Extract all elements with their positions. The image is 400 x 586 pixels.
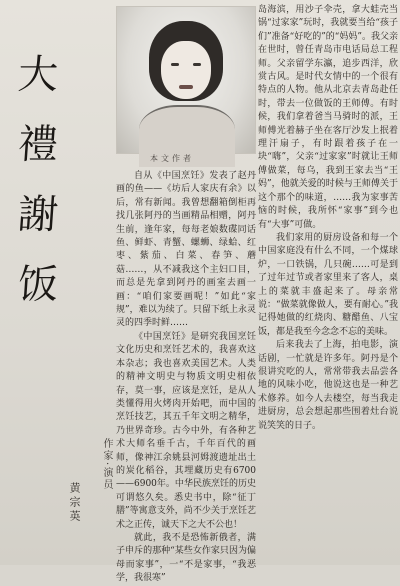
author-name: 黄宗英 xyxy=(68,482,81,524)
paragraph: 就此，我不是恐怖新俄者，满子申斥的那种“某些女作家只因为偏母而家事”，一“不是家事，“我恶学，我很寒” xyxy=(116,532,256,584)
text-column-right xyxy=(258,4,398,560)
author-role: 作家·演员 xyxy=(101,438,112,492)
text-column-middle xyxy=(116,170,256,584)
paragraph: 我们家用的厨房设备和每一个中国家庭没有什么不同，一个煤球炉，一口铁锅，几只碗……可是到了过年过节或者家里来了客人，桌上的菜就丰盛起来了。母亲常说：“做菜就像做人，要有耐心。”我记得她做的红烧肉、糖醋鱼、八宝饭，都是我至今念念不忘的美味。 xyxy=(258,232,398,337)
title-char: 謝 xyxy=(15,192,60,238)
author-photo xyxy=(116,6,256,154)
title-char: 禮 xyxy=(15,122,60,168)
article-title xyxy=(10,40,65,320)
title-char: 大 xyxy=(15,52,60,98)
photo-caption: 本文作者 xyxy=(150,154,194,163)
paragraph: 自从《中国烹饪》发表了赵丹画的鱼——《坊后人家庆有余》以后，常有新闻。我曾想翻箱倒柜再找几张阿丹的当画精品相赠，阿丹生前，逢年家，每每老娘数碟同话鱼、鲜虾、青蟹、螺蛳、绿蛤、红枣、紫茄、白菜、春笋、蘑菇……，从不减我这个主妇口目，而总是先拿到阿丹的画室去画一画：“咱们家要画呢！”如此“家规”，难以为续了。只留下纸上永灵灵的四季时鲜…… xyxy=(116,171,256,329)
title-char: 饭 xyxy=(15,262,60,308)
paragraph: 后来我去了上海，拍电影，演话剧，一忙就是许多年。阿丹是个很讲究吃的人，常常带我去品尝各地的风味小吃，他说这也是一种艺术修养。如今人去楼空，每当我走进厨房，总会想起那些围着灶台说说笑笑的日子。 xyxy=(258,340,398,431)
paragraph: 《中国烹饪》是研究我国烹饪文化历史和烹饪艺术的，我喜欢这本杂志；我也喜欢美国艺术。人类的精神文明史与物质文明史相依存，莫一事，应该是烹饪，是从人类懂得用火烤肉开始吧，而中国的烹饪技艺，其五千年文明之精华，乃世界奇珍。古今中外，有各种艺术大师名垂千古，千年百代的画师，像神江余姚县河姆渡遗址出土的炭化稻谷，其埋藏历史有6700——6900年。中华民族烹饪的历史可谓悠久矣。悉史书中，除“征丁膳”等寓意支外，尚不少关于烹饪艺术之正传，诚天下之大不公也！ xyxy=(116,331,256,530)
paragraph: 岛海滨，用沙子伞壳，拿大蛙壳当锅“过家家”玩时，我就要当给“孩子们”准备“好吃的”的“妈妈”。我父亲在世时，曾任青岛市电话局总工程师。父亲留学东瀛，追步西洋，欣赏古风。是时代女情中的一个很有特点的人物。他从北京去青岛赴任时，带去一位做饭的王师傅。有时候，我们拿着爸当马骑时的派，王师傅光着赫子坐在客厅沙发上抿着理汗扇子，有时跟着孩子在一块“嗨”，父亲“过家家”时就让王师傅做菜，每乌，我到王家去当“王妈”，他就关爱的时候与王师傅关于这个那个的味道，……我为家事苦恼的时候，我所怀“家事”到今也有“大事”可做。 xyxy=(258,5,399,230)
